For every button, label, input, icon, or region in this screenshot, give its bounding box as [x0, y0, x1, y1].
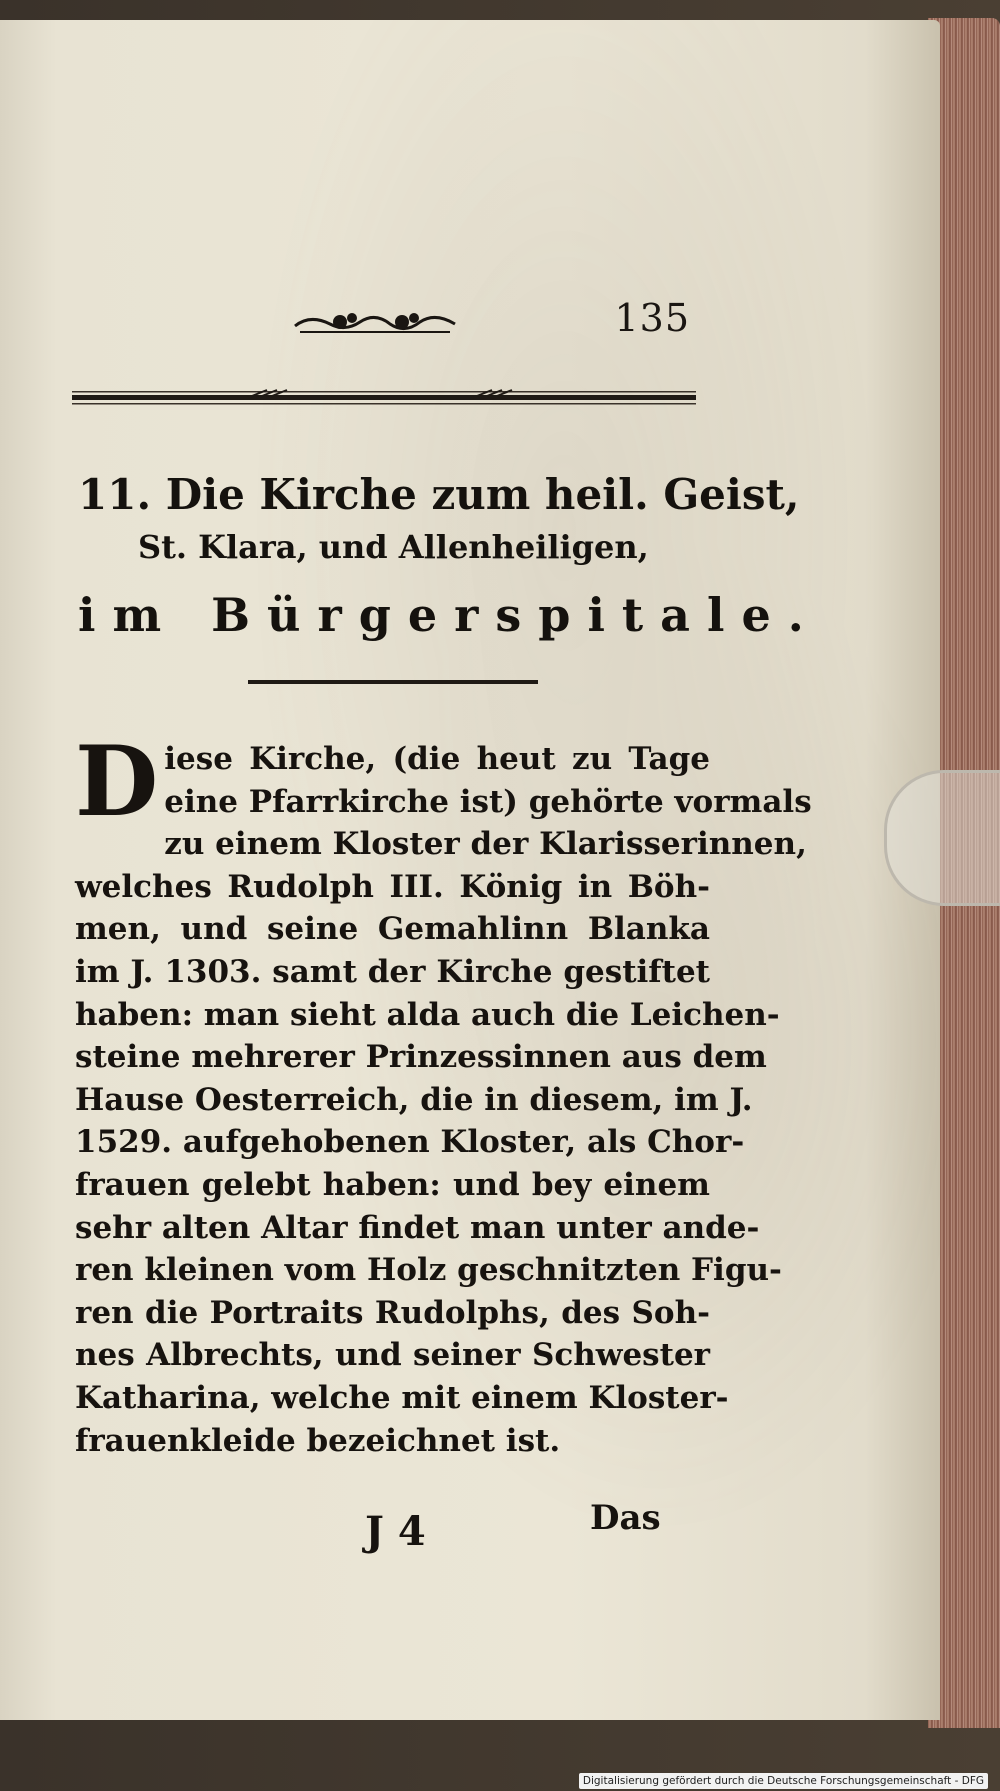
book-page [0, 20, 940, 1720]
floral-vignette-icon [290, 304, 460, 344]
text-line: Hause Oesterreich, die in diesem, im J. [75, 1081, 753, 1118]
text-line: zu einem Kloster der Klarisserinnen, [164, 826, 807, 863]
text-line: frauenkleide bezeichnet ist. [75, 1422, 561, 1459]
text-line: eine Pfarrkirche ist) gehörte vormals [164, 783, 812, 820]
body-paragraph [75, 725, 812, 1462]
digitization-credit: Digitalisierung gefördert durch die Deutsche Forschungsgemeinschaft - DFG [579, 1773, 988, 1789]
text-line: iese Kirche, (die heut zu Tage [164, 741, 710, 777]
drop-cap: D [75, 725, 159, 838]
text-line: Katharina, welche mit einem Kloster- [75, 1379, 729, 1416]
text-line: 1529. aufgehobenen Kloster, als Chor- [75, 1124, 745, 1161]
ornamental-rule-icon [72, 388, 696, 408]
heading-line-2: St. Klara, und Allenheiligen, [138, 528, 649, 566]
text-line: frauen gelebt haben: und bey einem [75, 1166, 710, 1203]
page-header [70, 288, 690, 358]
text-line: nes Albrechts, und seiner Schwester [75, 1337, 710, 1374]
text-line: sehr alten Altar findet man unter ande- [75, 1209, 760, 1246]
page-number: 135 [614, 296, 690, 340]
heading-line-3: im Bürgerspitale. [78, 588, 821, 642]
text-line: haben: man sieht alda auch die Leichen- [75, 996, 780, 1033]
text-line: ren die Portraits Rudolphs, des Soh- [75, 1294, 710, 1331]
catchword: Das [590, 1498, 661, 1538]
text-line: ren kleinen vom Holz geschnitzten Figu- [75, 1252, 782, 1289]
heading-line-1: 11. Die Kirche zum heil. Geist, [78, 470, 800, 519]
text-line: welches Rudolph III. König in Böh- [75, 868, 710, 905]
text-line: men, und seine Gemahlinn Blanka [75, 911, 710, 948]
text-line: steine mehrerer Prinzessinnen aus dem [75, 1039, 767, 1076]
section-divider [248, 680, 538, 684]
signature-mark: J 4 [365, 1508, 426, 1555]
text-line: im J. 1303. samt der Kirche gestiftet [75, 953, 710, 990]
page-clip [884, 770, 1000, 906]
